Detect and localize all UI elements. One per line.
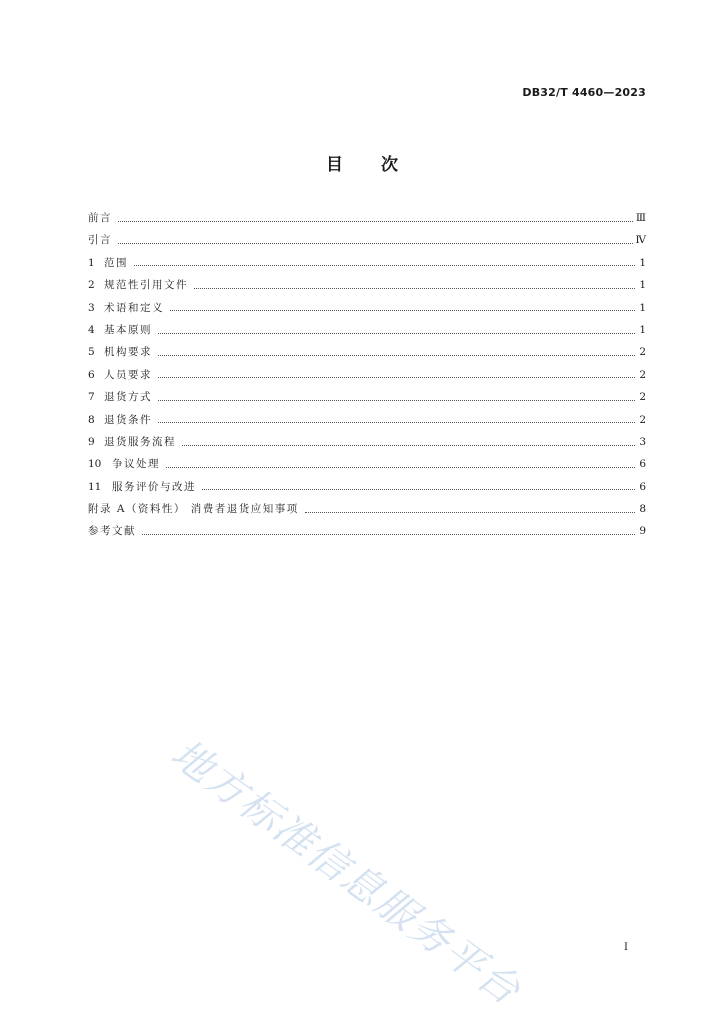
toc-leader	[202, 489, 635, 490]
toc-entry-number: 10	[88, 458, 102, 471]
toc-leader	[158, 422, 635, 423]
toc-entry-page: 6	[639, 480, 646, 493]
toc-entry[interactable]	[88, 476, 646, 498]
standard-number: DB32/T 4460—2023	[522, 86, 646, 99]
toc-entry-number: 5	[88, 346, 95, 359]
toc-entry-label: 前言	[88, 212, 112, 224]
toc-entry[interactable]	[88, 364, 646, 386]
toc-leader	[182, 445, 635, 446]
toc-entry-label: 范围	[104, 256, 128, 269]
toc-entry[interactable]	[88, 498, 646, 520]
toc-title-right: 次	[381, 155, 398, 175]
toc-leader	[158, 400, 635, 401]
watermark: 地方标准信息服务平台	[162, 730, 530, 1015]
toc-entry-label: 机构要求	[104, 346, 152, 359]
toc-entry[interactable]	[88, 409, 646, 431]
toc-entry[interactable]	[88, 274, 646, 296]
toc-entry-number: 7	[88, 391, 95, 404]
toc-entry[interactable]	[88, 297, 646, 319]
toc-entry-label: 参考文献	[88, 525, 136, 538]
toc-entry-number: 11	[88, 480, 102, 493]
toc-entry-page: Ⅳ	[635, 234, 646, 247]
toc-entry-page: 2	[639, 391, 646, 404]
toc-entry-page: 9	[639, 525, 646, 538]
toc-entry[interactable]	[88, 229, 646, 251]
toc-entry-label: 人员要求	[104, 368, 152, 381]
toc-entry-number: 4	[88, 323, 95, 336]
toc-entry-page: 8	[639, 503, 646, 516]
toc-entry-label: 争议处理	[112, 458, 160, 471]
toc-entry-page: 1	[639, 279, 646, 292]
toc-entry[interactable]	[88, 252, 646, 274]
toc-entry-label: 基本原则	[104, 323, 152, 336]
table-of-contents	[88, 207, 646, 543]
toc-entry-page: Ⅲ	[635, 212, 646, 224]
toc-entry-label: 规范性引用文件	[104, 279, 188, 292]
toc-title-left: 目	[326, 155, 343, 175]
toc-entry-number: 3	[88, 301, 95, 314]
toc-title	[0, 150, 724, 175]
toc-leader	[134, 265, 635, 266]
toc-entry-label: 术语和定义	[104, 301, 164, 314]
toc-leader	[158, 377, 635, 378]
toc-entry[interactable]	[88, 386, 646, 408]
toc-leader	[118, 243, 633, 244]
toc-entry[interactable]	[88, 520, 646, 542]
toc-entry-label: 退货方式	[104, 391, 152, 404]
toc-entry[interactable]	[88, 431, 646, 453]
toc-leader	[158, 355, 635, 356]
toc-entry[interactable]	[88, 319, 646, 341]
toc-leader	[158, 333, 635, 334]
toc-entry-page: 6	[639, 458, 646, 471]
toc-entry[interactable]	[88, 453, 646, 475]
toc-entry-page: 2	[639, 346, 646, 359]
toc-entry-page: 2	[639, 368, 646, 381]
toc-leader	[305, 512, 635, 513]
toc-entry-label: 引言	[88, 234, 112, 247]
toc-entry-number: 2	[88, 279, 95, 292]
toc-entry-label: 服务评价与改进	[112, 480, 196, 493]
page-number: I	[624, 942, 628, 953]
toc-leader	[118, 221, 633, 222]
toc-leader	[142, 534, 635, 535]
toc-entry-number: 9	[88, 435, 95, 448]
toc-leader	[166, 467, 635, 468]
toc-leader	[170, 310, 635, 311]
toc-entry-page: 2	[639, 413, 646, 426]
toc-entry-label: 退货条件	[104, 413, 152, 426]
toc-entry[interactable]	[88, 341, 646, 363]
toc-entry-page: 1	[639, 301, 646, 314]
toc-entry-page: 1	[639, 256, 646, 269]
toc-entry-number: 8	[88, 413, 95, 426]
toc-leader	[194, 288, 635, 289]
toc-entry-page: 1	[639, 323, 646, 336]
toc-entry-page: 3	[639, 435, 646, 448]
toc-entry-number: 6	[88, 368, 95, 381]
toc-entry-label: 退货服务流程	[104, 435, 176, 448]
toc-entry-number: 1	[88, 256, 95, 269]
toc-entry-label: 附录 A（资料性） 消费者退货应知事项	[88, 503, 299, 516]
toc-entry[interactable]	[88, 207, 646, 229]
